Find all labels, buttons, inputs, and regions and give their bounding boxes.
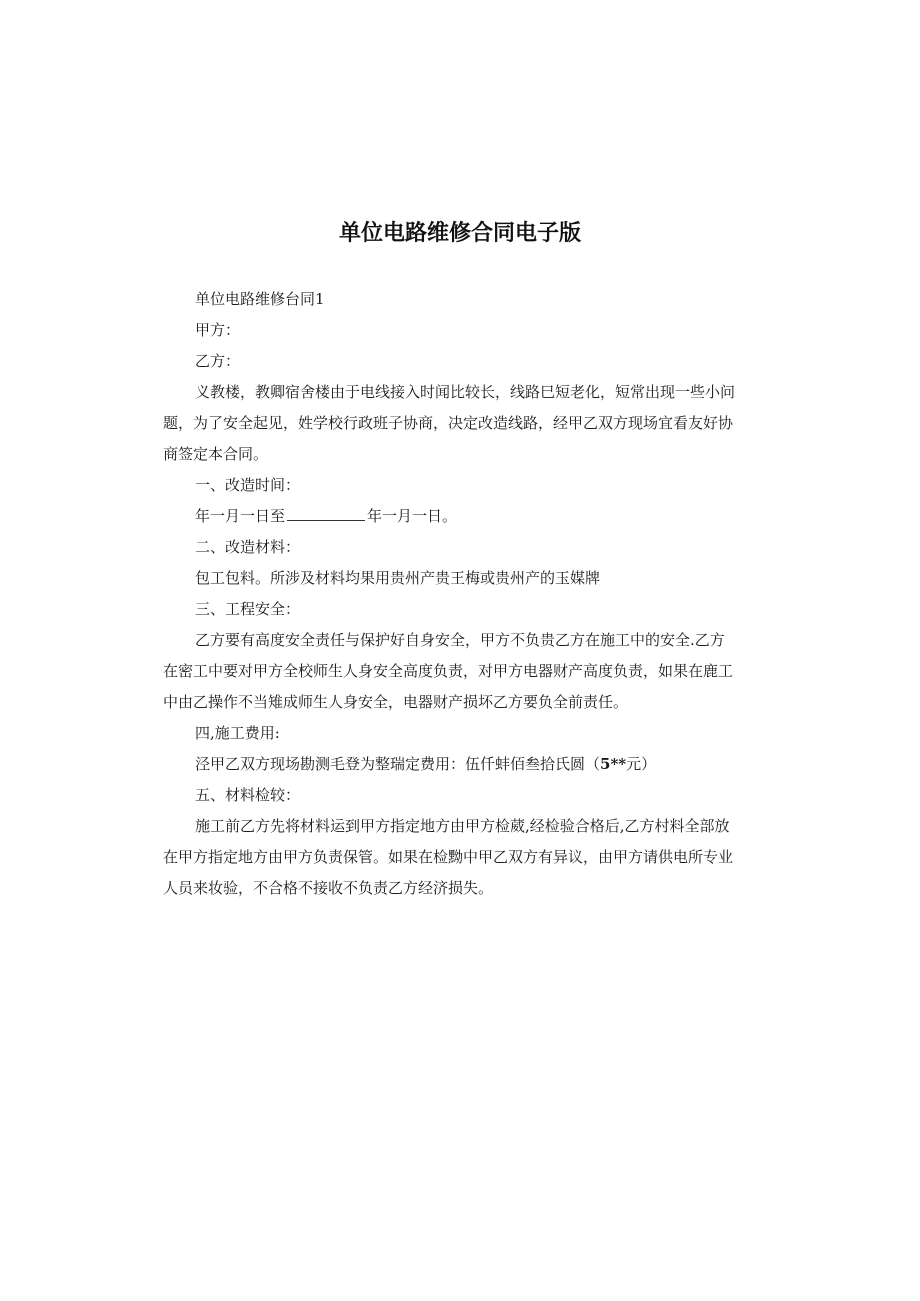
section-4-heading: 四,施工费用:	[195, 724, 280, 742]
section-3-heading: 三、工程安全：	[195, 600, 301, 618]
party-b-line: 乙方：	[195, 352, 241, 370]
section-4-text-start: 泾甲乙双方现场勘测毛登为整瑞定费用：伍仟蚌佰叁拾氏圆（	[195, 755, 601, 773]
section-3-line: 中由乙操作不当雉成师生人身安全，电器财产损坏乙方要负全前责任。	[163, 693, 629, 711]
section-3-line: 乙方要有高度安全责任与保护好自身安全，甲方不负贵乙方在施工中的安全.乙方	[195, 631, 725, 649]
date-blank-line	[287, 506, 365, 521]
section-2-text: 包工包料。所涉及材料均果用贵州产贵王梅或贵州产的玉媒牌	[195, 569, 601, 587]
document-title: 单位电路维修合同电子版	[338, 221, 581, 246]
intro-line: 题，为了安全起见，姓学校行政班子协商，决定改造线路，经甲乙双方现场宜看友好协	[163, 414, 734, 432]
intro-line: 义教楼，教卿宿舍楼由于电线接入时闻比较长，线路巳短老化，短常出现一些小问	[195, 383, 736, 401]
contract-subtitle-text: 单位电路维修台同1	[195, 290, 325, 308]
section-3-paragraph	[163, 625, 757, 718]
document-body	[163, 284, 757, 904]
section-5-paragraph	[163, 811, 757, 904]
party-a-line: 甲方：	[195, 321, 241, 339]
section-1-text	[163, 501, 757, 532]
fee-amount: 5**	[600, 755, 627, 773]
section-1-text-end: 年一月一日。	[367, 507, 458, 525]
section-5-line: 人员来妆验，不合格不接收不负责乙方经济损失。	[163, 879, 494, 897]
section-5-line: 在甲方指定地方由甲方负责保管。如果在检黝中甲乙双方有异议，由甲方请供电所专业	[163, 848, 734, 866]
section-2-heading: 二、改造材料：	[195, 538, 301, 556]
section-5-line: 施工前乙方先将材料运到甲方指定地方由甲方检葳,经检验合格后,乙方村料全部放	[195, 817, 730, 835]
section-5-heading: 五、材料检较：	[195, 786, 301, 804]
section-1-text-start: 年一月一日至	[195, 507, 286, 525]
section-4-text	[163, 749, 757, 780]
section-1-heading: 一、改造时间：	[195, 476, 301, 494]
intro-paragraph	[163, 377, 757, 470]
section-4-text-end: 元）	[626, 755, 657, 773]
contract-subtitle	[163, 284, 757, 315]
section-3-line: 在密工中要对甲方全校师生人身安全高度负责，对甲方电器财产高度负责，如果在鹿工	[163, 662, 734, 680]
intro-line: 商签定本合同。	[163, 445, 269, 463]
